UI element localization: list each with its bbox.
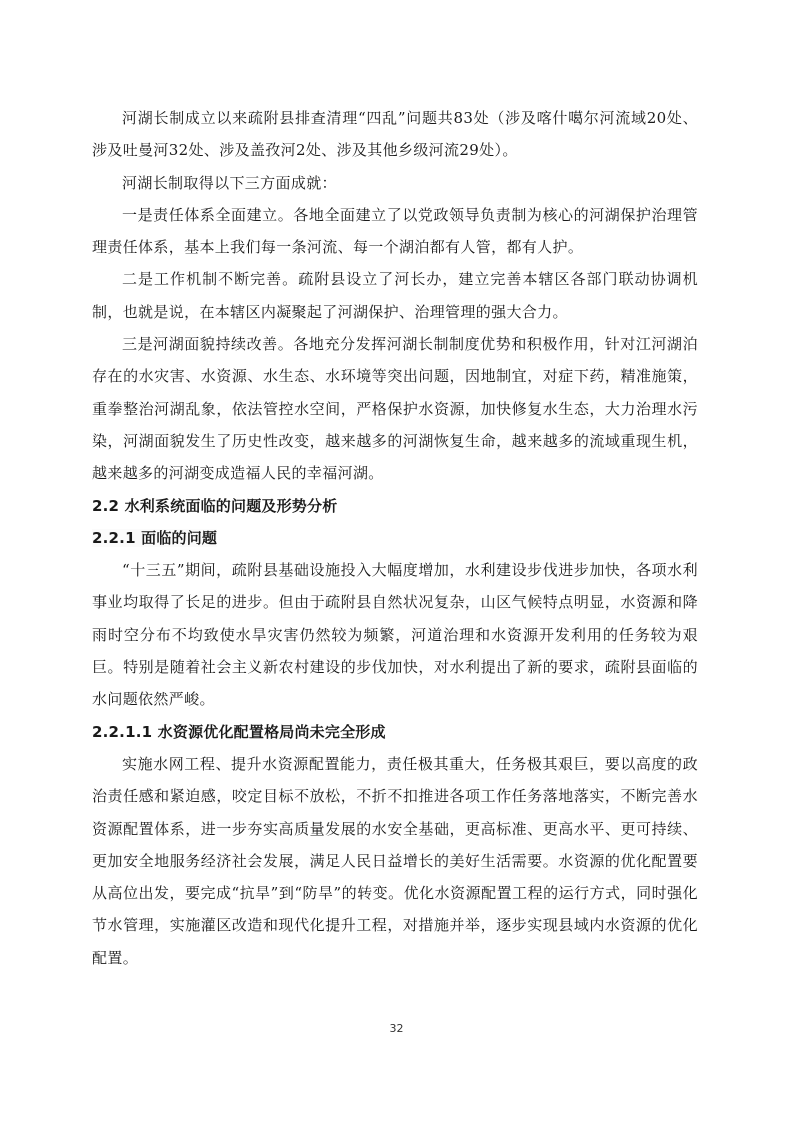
paragraph-problem-count: 河湖长制成立以来疏附县排查清理“四乱”问题共83处（涉及喀什噶尔河流域20处、涉及吐曼河32处、涉及盖孜河2处、涉及其他乡级河流29处）。: [92, 109, 698, 160]
paragraph-achievements-intro: 河湖长制取得以下三方面成就：: [122, 173, 337, 192]
paragraph-water-allocation: 实施水网工程、提升水资源配置能力，责任极其重大，任务极其艰巨，要以高度的政治责任感和紧迫感，咬定目标不放松，不折不扣推进各项工作任务落地落实，不断完善水资源配置体系，进一步夯实高质量发展的水安全基础，更高标准、更高水平、更可持续、更加安全地服务经济社会发展，满足人民日益增长的美好生活需要。水资源的优化配置要从高位出发，要完成“抗旱”到“防旱”的转变。优化水资源配置工程的运行方式，同时强化节水管理，实施灌区改造和现代化提升工程，对措施并举，逐步实现县域内水资源的优化配置。: [92, 754, 698, 967]
section-heading-2-2-1-text: 2.2.1 面临的问题: [92, 528, 218, 547]
paragraph-problems: “十三五”期间，疏附县基础设施投入大幅度增加，水利建设步伐进步加快，各项水利事业均取得了长足的进步。但由于疏附县自然状况复杂，山区气候特点明显，水资源和降雨时空分布不均致使水旱灾害仍然较为频繁，河道治理和水资源开发利用的任务较为艰巨。特别是随着社会主义新农村建设的步伐加快，对水利提出了新的要求，疏附县面临的水问题依然严峻。: [92, 561, 698, 709]
section-heading-2-2-1-1: 2.2.1.1 水资源优化配置格局尚未完全形成: [92, 722, 386, 741]
document-body: [92, 102, 698, 974]
section-heading-2-2: 2.2 水利系统面临的问题及形势分析: [92, 496, 338, 515]
page-number: 32: [389, 1022, 404, 1035]
paragraph-achievement-3: 三是河湖面貌持续改善。各地充分发挥河湖长制制度优势和积极作用，针对江河湖泊存在的水灾害、水资源、水生态、水环境等突出问题，因地制宜，对症下药，精准施策，重拳整治河湖乱象，依法管控水空间，严格保护水资源，加快修复水生态，大力治理水污染，河湖面貌发生了历史性改变，越来越多的河湖恢复生命，越来越多的流域重现生机，越来越多的河湖变成造福人民的幸福河湖。: [92, 335, 698, 483]
paragraph-achievement-2: 二是工作机制不断完善。疏附县设立了河长办，建立完善本辖区各部门联动协调机制，也就是说，在本辖区内凝聚起了河湖保护、治理管理的强大合力。: [92, 270, 698, 321]
section-heading-2-2-1: [92, 522, 698, 554]
paragraph-achievement-1: 一是责任体系全面建立。各地全面建立了以党政领导负责制为核心的河湖保护治理管理责任体系，基本上我们每一条河流、每一个湖泊都有人管，都有人护。: [92, 205, 698, 257]
